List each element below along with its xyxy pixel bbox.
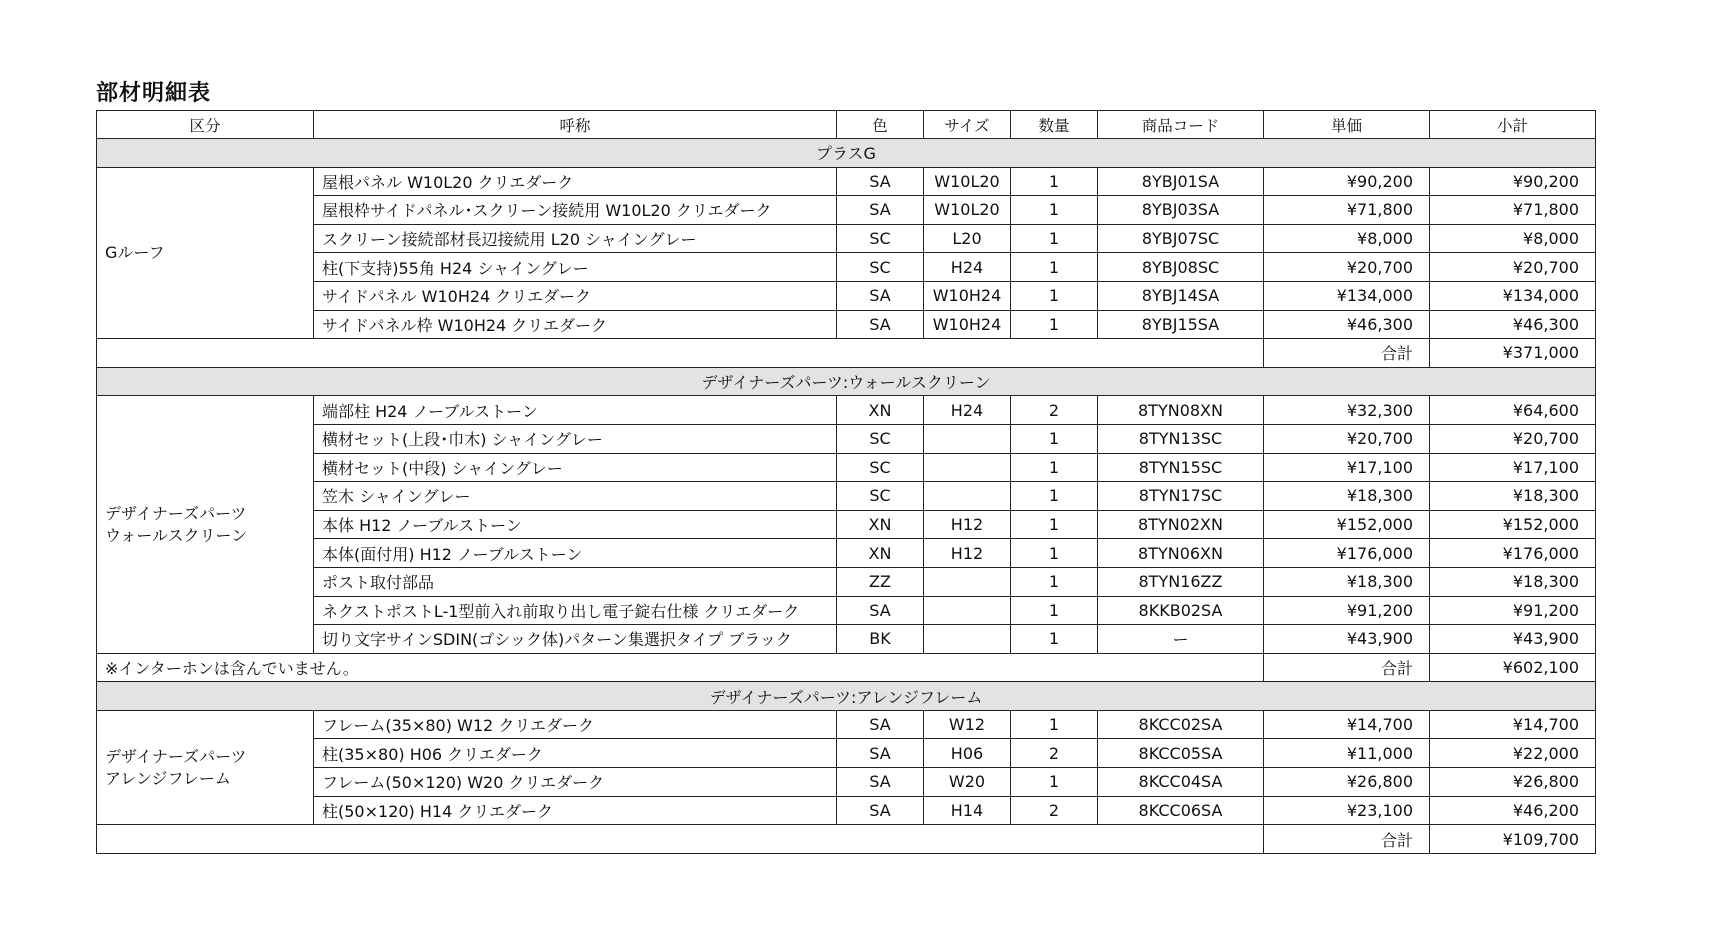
- item-color: SA: [837, 710, 924, 739]
- item-quantity: 1: [1011, 625, 1098, 654]
- item-subtotal: ¥26,800: [1430, 768, 1596, 797]
- table-row: [97, 453, 1596, 482]
- table-row: [97, 567, 1596, 596]
- item-name: スクリーン接続部材長辺接続用 L20 シャイングレー: [314, 224, 837, 253]
- item-size: H12: [924, 539, 1011, 568]
- item-unit-price: ¥71,800: [1264, 196, 1430, 225]
- item-unit-price: ¥20,700: [1264, 253, 1430, 282]
- col-header-color: 色: [837, 111, 924, 139]
- table-row: [97, 596, 1596, 625]
- item-size: W12: [924, 710, 1011, 739]
- item-color: SC: [837, 424, 924, 453]
- table-body: [97, 111, 1596, 854]
- item-size: W10L20: [924, 167, 1011, 196]
- item-subtotal: ¥152,000: [1430, 510, 1596, 539]
- item-color: SC: [837, 253, 924, 282]
- item-subtotal: ¥46,300: [1430, 310, 1596, 339]
- item-size: [924, 625, 1011, 654]
- item-color: SA: [837, 196, 924, 225]
- item-color: SA: [837, 281, 924, 310]
- item-subtotal: ¥14,700: [1430, 710, 1596, 739]
- item-size: L20: [924, 224, 1011, 253]
- table-row: [97, 768, 1596, 797]
- item-unit-price: ¥23,100: [1264, 796, 1430, 825]
- col-header-name: 呼称: [314, 111, 837, 139]
- item-quantity: 1: [1011, 453, 1098, 482]
- col-header-product-code: 商品コード: [1098, 111, 1264, 139]
- item-color: SA: [837, 739, 924, 768]
- item-size: W10H24: [924, 310, 1011, 339]
- item-size: H24: [924, 253, 1011, 282]
- section-note: [97, 339, 1264, 368]
- item-name: 柱(35×80) H06 クリエダーク: [314, 739, 837, 768]
- category-label: ウォールスクリーン: [105, 525, 248, 545]
- item-unit-price: ¥18,300: [1264, 482, 1430, 511]
- table-row: [97, 224, 1596, 253]
- item-name: サイドパネル W10H24 クリエダーク: [314, 281, 837, 310]
- item-color: SA: [837, 167, 924, 196]
- item-code: 8YBJ14SA: [1098, 281, 1264, 310]
- total-row: [97, 653, 1596, 682]
- item-code: 8YBJ08SC: [1098, 253, 1264, 282]
- item-color: BK: [837, 625, 924, 654]
- table-row: [97, 482, 1596, 511]
- total-value: ¥109,700: [1430, 825, 1596, 854]
- total-label: 合計: [1264, 653, 1430, 682]
- item-size: W10H24: [924, 281, 1011, 310]
- item-unit-price: ¥176,000: [1264, 539, 1430, 568]
- item-unit-price: ¥32,300: [1264, 396, 1430, 425]
- item-name: 屋根枠サイドパネル･スクリーン接続用 W10L20 クリエダーク: [314, 196, 837, 225]
- item-size: H24: [924, 396, 1011, 425]
- item-code: 8YBJ01SA: [1098, 167, 1264, 196]
- item-name: 柱(下支持)55角 H24 シャイングレー: [314, 253, 837, 282]
- item-size: [924, 424, 1011, 453]
- category-label: デザイナーズパーツ: [105, 503, 247, 523]
- item-code: 8TYN16ZZ: [1098, 567, 1264, 596]
- item-name: 本体 H12 ノーブルストーン: [314, 510, 837, 539]
- item-code: 8TYN15SC: [1098, 453, 1264, 482]
- item-code: 8YBJ15SA: [1098, 310, 1264, 339]
- item-quantity: 1: [1011, 224, 1098, 253]
- item-color: SC: [837, 482, 924, 511]
- item-quantity: 1: [1011, 710, 1098, 739]
- item-color: ZZ: [837, 567, 924, 596]
- item-quantity: 2: [1011, 796, 1098, 825]
- section-header-row: [97, 682, 1596, 711]
- category-label: Gルーフ: [105, 242, 165, 262]
- item-unit-price: ¥91,200: [1264, 596, 1430, 625]
- item-subtotal: ¥18,300: [1430, 482, 1596, 511]
- item-quantity: 1: [1011, 510, 1098, 539]
- total-value: ¥602,100: [1430, 653, 1596, 682]
- item-size: [924, 567, 1011, 596]
- item-code: 8TYN08XN: [1098, 396, 1264, 425]
- total-label: 合計: [1264, 825, 1430, 854]
- item-name: 横材セット(中段) シャイングレー: [314, 453, 837, 482]
- item-name: フレーム(50×120) W20 クリエダーク: [314, 768, 837, 797]
- item-quantity: 1: [1011, 253, 1098, 282]
- item-size: [924, 482, 1011, 511]
- item-quantity: 1: [1011, 196, 1098, 225]
- item-unit-price: ¥14,700: [1264, 710, 1430, 739]
- table-row: [97, 310, 1596, 339]
- item-quantity: 1: [1011, 567, 1098, 596]
- table-row: [97, 424, 1596, 453]
- item-code: 8KCC06SA: [1098, 796, 1264, 825]
- item-code: 8KCC02SA: [1098, 710, 1264, 739]
- section-header-row: [97, 367, 1596, 396]
- item-code: 8TYN02XN: [1098, 510, 1264, 539]
- item-unit-price: ¥43,900: [1264, 625, 1430, 654]
- item-unit-price: ¥8,000: [1264, 224, 1430, 253]
- table-row: [97, 281, 1596, 310]
- item-subtotal: ¥46,200: [1430, 796, 1596, 825]
- section-note: ※インターホンは含んでいません。: [97, 653, 1264, 682]
- item-subtotal: ¥90,200: [1430, 167, 1596, 196]
- item-code: 8YBJ03SA: [1098, 196, 1264, 225]
- item-subtotal: ¥8,000: [1430, 224, 1596, 253]
- item-quantity: 1: [1011, 167, 1098, 196]
- item-subtotal: ¥22,000: [1430, 739, 1596, 768]
- item-size: W20: [924, 768, 1011, 797]
- total-label: 合計: [1264, 339, 1430, 368]
- table-row: [97, 539, 1596, 568]
- total-row: [97, 339, 1596, 368]
- table-row: [97, 710, 1596, 739]
- table-row: [97, 739, 1596, 768]
- item-unit-price: ¥26,800: [1264, 768, 1430, 797]
- item-name: 本体(面付用) H12 ノーブルストーン: [314, 539, 837, 568]
- item-size: H12: [924, 510, 1011, 539]
- item-quantity: 1: [1011, 281, 1098, 310]
- item-size: H06: [924, 739, 1011, 768]
- category-cell: [97, 710, 314, 824]
- category-cell: [97, 167, 314, 339]
- item-color: SC: [837, 224, 924, 253]
- item-quantity: 2: [1011, 396, 1098, 425]
- item-color: SA: [837, 596, 924, 625]
- item-code: ー: [1098, 625, 1264, 654]
- section-note: [97, 825, 1264, 854]
- item-size: W10L20: [924, 196, 1011, 225]
- item-name: 柱(50×120) H14 クリエダーク: [314, 796, 837, 825]
- table-row: [97, 796, 1596, 825]
- item-quantity: 1: [1011, 482, 1098, 511]
- item-subtotal: ¥18,300: [1430, 567, 1596, 596]
- col-header-category: 区分: [97, 111, 314, 139]
- item-subtotal: ¥20,700: [1430, 253, 1596, 282]
- item-subtotal: ¥176,000: [1430, 539, 1596, 568]
- total-value: ¥371,000: [1430, 339, 1596, 368]
- table-row: [97, 167, 1596, 196]
- item-size: H14: [924, 796, 1011, 825]
- item-code: 8TYN06XN: [1098, 539, 1264, 568]
- item-quantity: 1: [1011, 768, 1098, 797]
- item-unit-price: ¥11,000: [1264, 739, 1430, 768]
- item-color: SC: [837, 453, 924, 482]
- item-size: [924, 453, 1011, 482]
- item-quantity: 1: [1011, 424, 1098, 453]
- item-name: 切り文字サインSDIN(ゴシック体)パターン集選択タイプ ブラック: [314, 625, 837, 654]
- item-color: SA: [837, 768, 924, 797]
- item-quantity: 1: [1011, 539, 1098, 568]
- parts-table: [96, 110, 1596, 854]
- item-color: XN: [837, 510, 924, 539]
- category-label: デザイナーズパーツ: [105, 746, 247, 766]
- item-unit-price: ¥152,000: [1264, 510, 1430, 539]
- item-code: 8TYN13SC: [1098, 424, 1264, 453]
- item-name: ポスト取付部品: [314, 567, 837, 596]
- section-header: プラスG: [97, 139, 1596, 168]
- item-subtotal: ¥134,000: [1430, 281, 1596, 310]
- item-unit-price: ¥46,300: [1264, 310, 1430, 339]
- item-code: 8KKB02SA: [1098, 596, 1264, 625]
- item-name: 端部柱 H24 ノーブルストーン: [314, 396, 837, 425]
- item-code: 8KCC04SA: [1098, 768, 1264, 797]
- table-row: [97, 253, 1596, 282]
- item-subtotal: ¥17,100: [1430, 453, 1596, 482]
- item-unit-price: ¥134,000: [1264, 281, 1430, 310]
- table-row: [97, 510, 1596, 539]
- item-subtotal: ¥71,800: [1430, 196, 1596, 225]
- item-name: 屋根パネル W10L20 クリエダーク: [314, 167, 837, 196]
- item-size: [924, 596, 1011, 625]
- item-code: 8YBJ07SC: [1098, 224, 1264, 253]
- item-unit-price: ¥90,200: [1264, 167, 1430, 196]
- item-unit-price: ¥20,700: [1264, 424, 1430, 453]
- item-quantity: 1: [1011, 310, 1098, 339]
- item-code: 8KCC05SA: [1098, 739, 1264, 768]
- item-color: XN: [837, 539, 924, 568]
- page-title: 部材明細表: [96, 81, 212, 106]
- item-subtotal: ¥91,200: [1430, 596, 1596, 625]
- col-header-subtotal: 小計: [1430, 111, 1596, 139]
- item-name: 笠木 シャイングレー: [314, 482, 837, 511]
- item-color: SA: [837, 310, 924, 339]
- item-color: SA: [837, 796, 924, 825]
- table-row: [97, 396, 1596, 425]
- item-subtotal: ¥64,600: [1430, 396, 1596, 425]
- item-name: 横材セット(上段･巾木) シャイングレー: [314, 424, 837, 453]
- section-header: デザイナーズパーツ:ウォールスクリーン: [97, 367, 1596, 396]
- col-header-unit-price: 単価: [1264, 111, 1430, 139]
- item-unit-price: ¥18,300: [1264, 567, 1430, 596]
- col-header-size: サイズ: [924, 111, 1011, 139]
- table-row: [97, 625, 1596, 654]
- item-subtotal: ¥43,900: [1430, 625, 1596, 654]
- item-name: サイドパネル枠 W10H24 クリエダーク: [314, 310, 837, 339]
- item-subtotal: ¥20,700: [1430, 424, 1596, 453]
- item-color: XN: [837, 396, 924, 425]
- table-row: [97, 196, 1596, 225]
- item-name: フレーム(35×80) W12 クリエダーク: [314, 710, 837, 739]
- col-header-quantity: 数量: [1011, 111, 1098, 139]
- item-quantity: 2: [1011, 739, 1098, 768]
- item-unit-price: ¥17,100: [1264, 453, 1430, 482]
- item-code: 8TYN17SC: [1098, 482, 1264, 511]
- table-header-row: [97, 111, 1596, 139]
- category-label: アレンジフレーム: [105, 768, 231, 788]
- category-cell: [97, 396, 314, 653]
- section-header: デザイナーズパーツ:アレンジフレーム: [97, 682, 1596, 711]
- total-row: [97, 825, 1596, 854]
- item-name: ネクストポストL-1型前入れ前取り出し電子錠右仕様 クリエダーク: [314, 596, 837, 625]
- section-header-row: [97, 139, 1596, 168]
- item-quantity: 1: [1011, 596, 1098, 625]
